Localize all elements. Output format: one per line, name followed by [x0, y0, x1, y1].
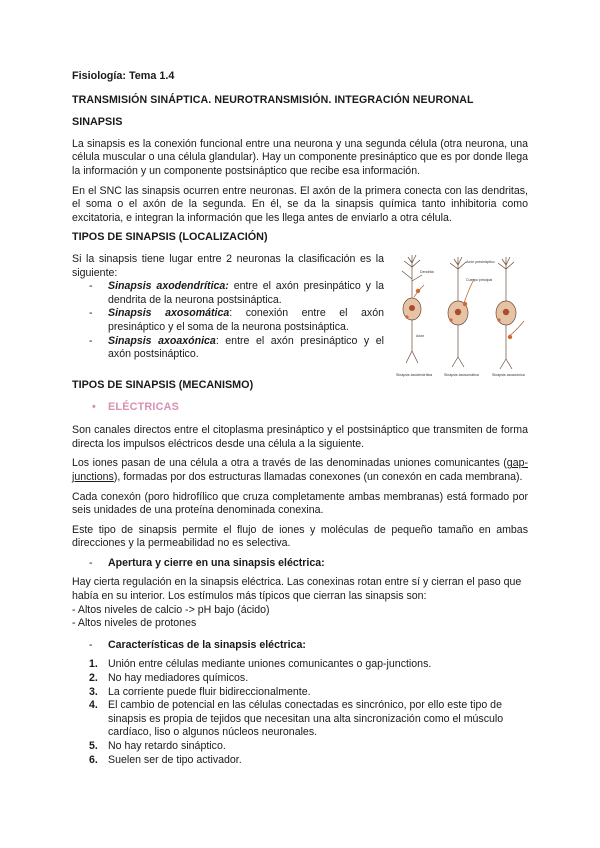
paragraph-iones: Los iones pasan de una célula a otra a través de las denominadas uniones comunicantes (gap-junctions), formadas por dos estructuras llamadas conexones (un conexón en cada membrana).: [72, 457, 528, 483]
synapse-types-figure: [394, 251, 530, 379]
figure-caption-2: Sinapsis axosomática: [444, 372, 479, 377]
figure-label-axon-presinaptico: Axón presináptico: [466, 259, 495, 264]
figure-label-dendrita: Dendrita: [420, 269, 434, 274]
list-item: 3. La corriente puede fluir bidireccionalmente.: [89, 685, 311, 698]
electricas-subheading: • ELÉCTRICAS: [72, 401, 528, 415]
heading-tipos-mecanismo: TIPOS DE SINAPSIS (MECANISMO): [72, 378, 254, 391]
list-item: - Sinapsis axoaxónica: entre el axón presináptico y el axón postsináptico.: [72, 335, 384, 362]
paragraph-definition: La sinapsis es la conexión funcional entre una neurona y una segunda célula (otra neurona, una célula muscular o una célula glandular). Hay un componente presináptico que es por donde llega la información y un componente postsináptico que recibe esa información.: [72, 137, 528, 177]
estimulo-calcio: - Altos niveles de calcio -> pH bajo (ácido): [72, 603, 270, 616]
document-page: [72, 62, 528, 767]
localizacion-list: [72, 280, 384, 362]
list-item: 2. No hay mediadores químicos.: [89, 672, 249, 685]
paragraph-regulacion: Hay cierta regulación en la sinapsis eléctrica. Las conexinas rotan entre sí y cierran el paso que había en su interior. Los estímulos más típicos que cierran las sinapsis son:: [72, 576, 522, 603]
localizacion-block: [72, 252, 528, 377]
figure-caption-1: Sinapsis axodendrítica: [396, 372, 433, 377]
list-item: 5. No hay retardo sináptico.: [89, 740, 226, 752]
localizacion-text: [72, 253, 384, 362]
heading-sinapsis: SINAPSIS: [72, 116, 123, 129]
paragraph-canales: Son canales directos entre el citoplasma presináptico y el postsináptico que transmiten de forma directa los impulsos eléctricos desde una célula a la siguiente.: [72, 424, 528, 450]
caracteristicas-heading: - Características de la sinapsis eléctrica:: [72, 639, 528, 653]
estimulo-protones: - Altos niveles de protones: [72, 617, 197, 630]
list-item: 6. Suelen ser de tipo activador.: [89, 753, 242, 766]
subject-line: Fisiología: Tema 1.4: [72, 70, 175, 82]
paragraph-conexon: Cada conexón (poro hidrofílico que cruza completamente ambas membranas) está formado por seis unidades de una proteína denominada conexina.: [72, 490, 528, 517]
list-item: 1. Unión entre células mediante uniones comunicantes o gap-junctions.: [89, 658, 432, 671]
caracteristicas-list: [72, 658, 528, 767]
document-title: TRANSMISIÓN SINÁPTICA. NEUROTRANSMISIÓN. INTEGRACIÓN NEURONAL: [72, 93, 474, 106]
apertura-heading: - Apertura y cierre en una sinapsis eléctrica:: [72, 557, 528, 571]
gap-junctions-term: gap-junctions: [72, 457, 528, 483]
list-item: - Sinapsis axosomática: conexión entre el axón presináptico y el soma de la neurona postsináptica.: [72, 307, 384, 334]
paragraph-flujo: Este tipo de sinapsis permite el flujo de iones y moléculas de pequeño tamaño en ambas direcciones y la permeabilidad no es selectiva.: [72, 523, 528, 550]
localizacion-intro: Si la sinapsis tiene lugar entre 2 neuronas la clasificación es la siguiente:: [72, 252, 384, 279]
figure-label-axon: Axón: [416, 333, 425, 338]
list-item: - Sinapsis axodendrítica: entre el axón presinpático y la dendrita de la neurona postsináptica.: [72, 280, 384, 307]
heading-tipos-localizacion: TIPOS DE SINAPSIS (LOCALIZACIÓN): [72, 231, 268, 244]
list-item: 4. El cambio de potencial en las células conectadas es sincrónico, por ello este tipo de sinapsis es propia de tejidos que necesitan una alta sincronización como el músculo cardíaco, liso o algunos núcleos neuronales.: [89, 699, 504, 739]
figure-label-cuerpo-principal: Cuerpo principal: [466, 277, 493, 282]
figure-caption-3: Sinapsis axoaxónica: [492, 372, 525, 377]
paragraph-snc: En el SNC las sinapsis ocurren entre neuronas. El axón de la primera conecta con las dendritas, el soma o el axón de la segunda. En él, se da la sinapsis química tanto inhibitoria como excitatoria, e integran la información que les llega antes de enviarlo a otra célula.: [72, 184, 528, 224]
